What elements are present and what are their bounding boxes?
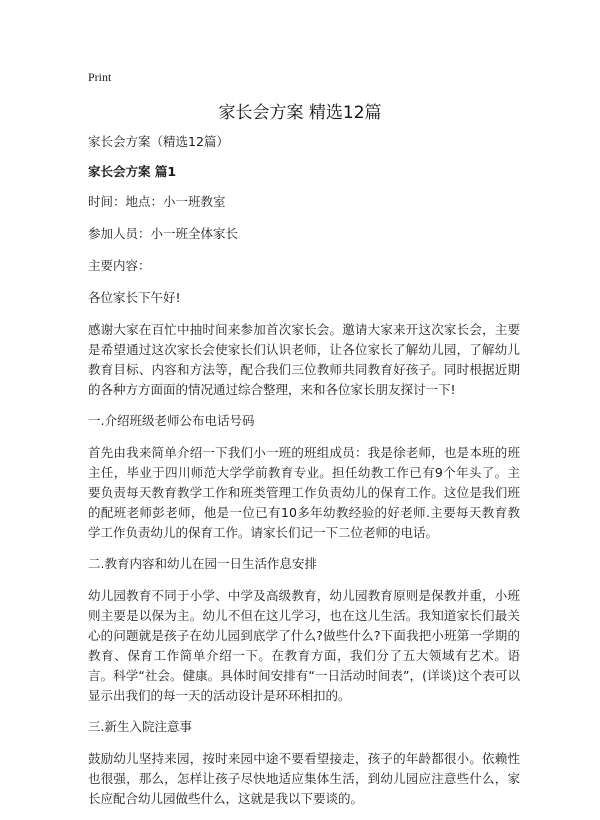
greeting-line: 各位家长下午好! <box>88 290 181 305</box>
attendees-line: 参加人员：小一班全体家长 <box>88 226 239 241</box>
document-subtitle: 家长会方案（精选12篇） <box>88 134 229 149</box>
print-link[interactable]: Print <box>88 70 112 84</box>
main-content-label: 主要内容： <box>88 258 151 273</box>
paragraph-1: 首先由我来简单介绍一下我们小一班的班组成员：我是徐老师，也是本班的班主任，毕业于四川师范大学学前教育专业。担任幼教工作已有9个年头了。主要负责每天教育教学工作和班类管理工作负责幼儿的保育工作。这位是我们班的配班老师彭老师，他是一位已有10多年幼教经验的好老师.主要每天教育教学工作负责幼儿的保育工作。请家长们记一下二位老师的电话。 <box>88 445 520 540</box>
heading-2: 二.教育内容和幼儿在园一日生活作息安排 <box>88 556 317 571</box>
page-title: 家长会方案 精选12篇 <box>218 103 382 123</box>
time-place-line: 时间：地点：小一班教室 <box>88 194 226 209</box>
document-body <box>88 132 520 820</box>
heading-1: 一.介绍班级老师公布电话号码 <box>88 413 255 428</box>
heading-3: 三.新生入院注意事 <box>88 719 192 734</box>
intro-paragraph: 感谢大家在百忙中抽时间来参加首次家长会。邀请大家来开这次家长会，主要是希望通过这次家长会使家长们认识老师，让各位家长了解幼儿园，了解幼儿教育目标、内容和方法等，配合我们三位教师共同教育好孩子。同时根据近期的各种方方面面的情况通过综合整理，来和各位家长朋友探讨一下! <box>88 322 520 397</box>
paragraph-2: 幼儿园教育不同于小学、中学及高级教育，幼儿园教育原则是保教并重，小班则主要是以保为主。幼儿不但在这儿学习，也在这儿生活。我知道家长们最关心的问题就是孩子在幼儿园到底学了什么?做些什么?下面我把小班第一学期的教育、保育工作简单介绍一下。在教育方面，我们分了五大领域有艺术。语言。科学“社会。健康。具体时间安排有“一日活动时间表”，(详谈)这个表可以显示出我们的每一天的活动设计是环环相扣的。 <box>88 588 520 703</box>
section-title: 家长会方案 篇1 <box>88 164 177 179</box>
paragraph-3: 鼓励幼儿坚持来园，按时来园中途不要看望接走，孩子的年龄都很小。依赖性也很强，那么，怎样让孩子尽快地适应集体生活，到幼儿园应注意些什么，家长应配合幼儿园做些什么，这就是我以下要谈的。 <box>88 751 520 806</box>
